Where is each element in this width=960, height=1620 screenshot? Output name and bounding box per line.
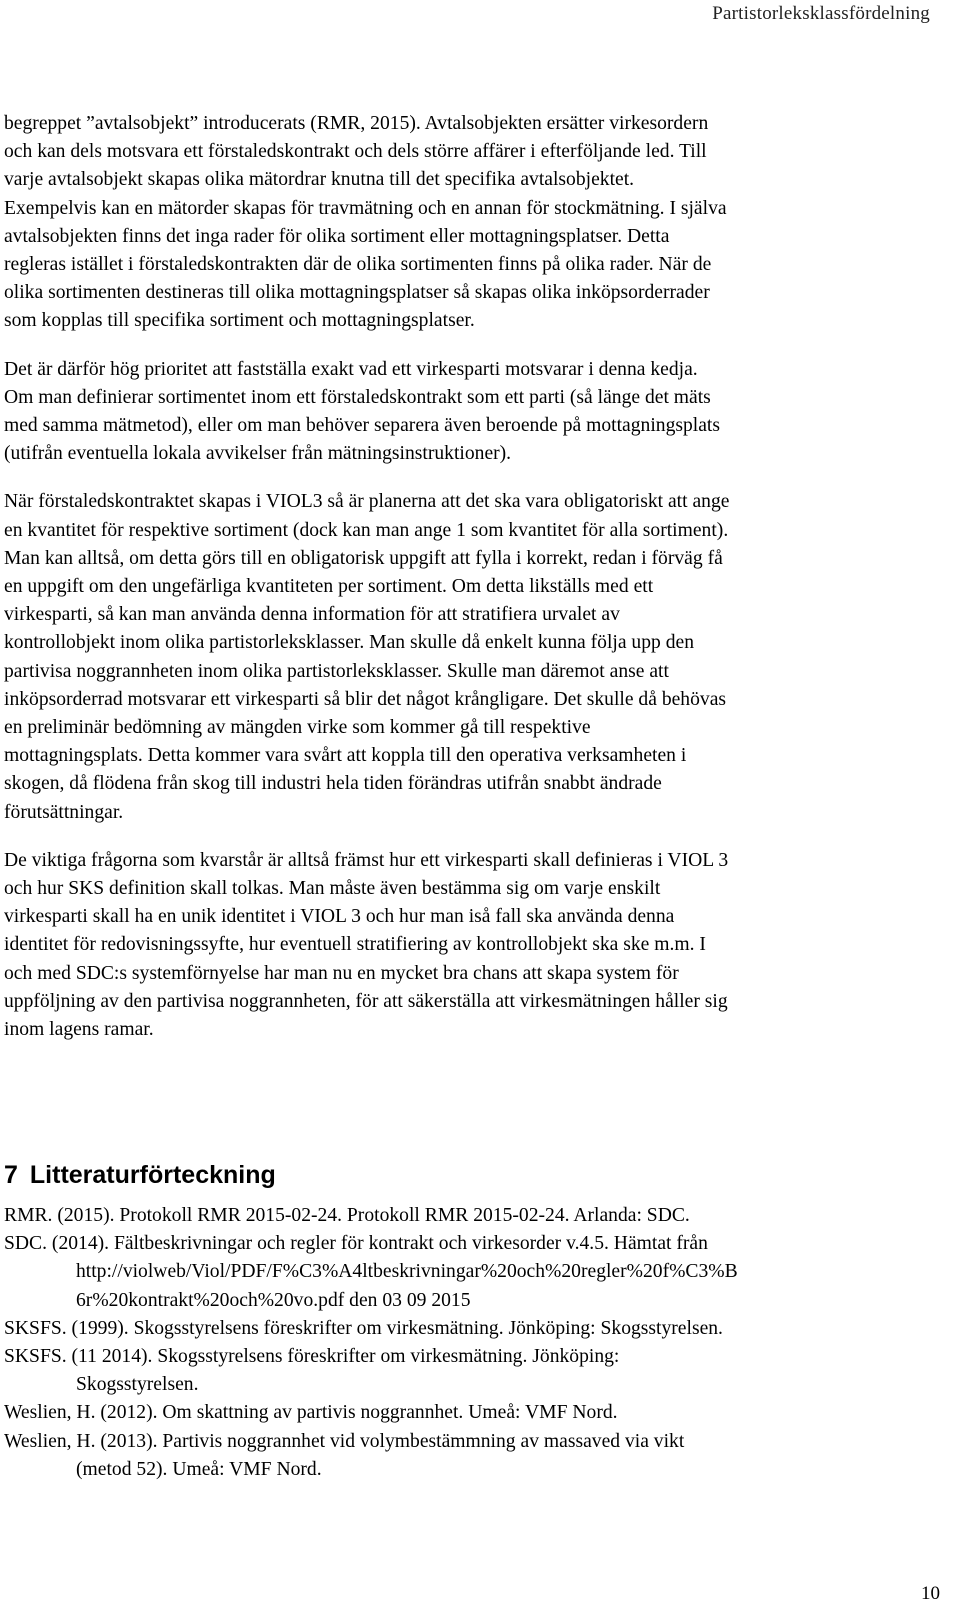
text-line: kontrollobjekt inom olika partistorleksklasser. Man skulle då enkelt kunna följa upp den	[4, 632, 695, 654]
text-line: uppföljning av den partivisa noggrannheten, för att säkerställa att virkesmätningen håller sig	[4, 990, 728, 1012]
reference-url-line: http://violweb/Viol/PDF/F%C3%A4ltbeskrivningar%20och%20regler%20f%C3%B	[76, 1261, 738, 1283]
text-line: olika sortimenten destineras till olika mottagningsplatser så skapas olika inköpsorderrader	[4, 282, 710, 304]
text-line: en kvantitet för respektive sortiment (dock kan man ange 1 som kvantitet för alla sortiment).	[4, 519, 729, 541]
paragraph-fragor	[4, 847, 940, 1044]
text-line: en uppgift om den ungefärliga kvantiteten per sortiment. Om detta likställs med ett	[4, 576, 654, 598]
text-line: och hur SKS definition skall tolkas. Man måste även bestämma sig om varje enskilt	[4, 878, 661, 900]
text-line: avtalsobjekten finns det inga rader för olika sortiment eller mottagningsplatser. Detta	[4, 225, 670, 247]
text-line: regleras istället i förstaledskontrakten där de olika sortimenten finns på olika rader. När de	[4, 254, 712, 276]
paragraph-prioritet	[4, 356, 940, 469]
reference-line: Weslien, H. (2013). Partivis noggrannhet vid volymbestämmning av massaved via vikt	[4, 1430, 685, 1452]
text-line: skogen, då flödena från skog till industri hela tiden förändras utifrån snabbt ändrade	[4, 773, 662, 795]
text-line: begreppet ”avtalsobjekt” introducerats (RMR, 2015). Avtalsobjekten ersätter virkesordern	[4, 113, 709, 134]
reference-line: SDC. (2014). Fältbeskrivningar och regler för kontrakt och virkesorder v.4.5. Hämtat från	[4, 1233, 708, 1255]
text-line: inköpsorderrad motsvarar ett virkesparti så blir det något krångligare. Det skulle då behövas	[4, 688, 727, 710]
paragraph-avtalsobjekt	[4, 110, 940, 336]
text-line: När förstaledskontraktet skapas i VIOL3 så är planerna att det ska vara obligatoriskt att ange	[4, 491, 730, 513]
text-line: De viktiga frågorna som kvarstår är alltså främst hur ett virkesparti skall definieras i VIOL 3	[4, 849, 729, 871]
reference-line: SKSFS. (1999). Skogsstyrelsens föreskrifter om virkesmätning. Jönköping: Skogsstyrelsen.	[4, 1317, 723, 1339]
reference-item	[4, 1315, 944, 1343]
text-line: Exempelvis kan en mätorder skapas för travmätning och en annan för stockmätning. I själva	[4, 197, 727, 219]
reference-list	[4, 1202, 944, 1484]
reference-item	[4, 1399, 944, 1427]
text-line: en preliminär bedömning av mängden virke som kommer gå till respektive	[4, 717, 591, 739]
text-line: Om man definierar sortimentet inom ett förstaledskontrakt som ett parti (så länge det mäts	[4, 386, 711, 408]
reference-item	[4, 1230, 944, 1315]
reference-item	[4, 1343, 944, 1399]
reference-line: Weslien, H. (2012). Om skattning av partivis noggrannhet. Umeå: VMF Nord.	[4, 1402, 618, 1424]
reference-item	[4, 1428, 944, 1484]
text-line: partivisa noggrannheten inom olika partistorleksklasser. Skulle man däremot anse att	[4, 660, 669, 682]
text-line: varje avtalsobjekt skapas olika mätordrar knutna till det specifika avtalsobjektet.	[4, 169, 635, 191]
reference-line: SKSFS. (11 2014). Skogsstyrelsens föreskrifter om virkesmätning. Jönköping:	[4, 1346, 620, 1368]
text-line: förutsättningar.	[4, 801, 124, 823]
page-number: 10	[921, 1583, 940, 1604]
text-line: Man kan alltså, om detta görs till en obligatorisk uppgift att fylla i korrekt, redan i förväg få	[4, 547, 723, 569]
text-line: och kan dels motsvara ett förstaledskontrakt och dels större affärer i efterföljande led. Till	[4, 141, 707, 163]
text-line: som kopplas till specifika sortiment och mottagningsplatser.	[4, 310, 475, 332]
reference-line: RMR. (2015). Protokoll RMR 2015-02-24. Protokoll RMR 2015-02-24. Arlanda: SDC.	[4, 1205, 690, 1226]
reference-line: (metod 52). Umeå: VMF Nord.	[76, 1458, 322, 1480]
running-header-title: Partistorleksklassfördelning	[712, 3, 930, 24]
section-title: Litteraturförteckning	[29, 1161, 276, 1189]
text-line: inom lagens ramar.	[4, 1019, 154, 1041]
reference-line: 6r%20kontrakt%20och%20vo.pdf den 03 09 2015	[76, 1289, 471, 1311]
text-line: (utifrån eventuella lokala avvikelser från mätningsinstruktioner).	[4, 443, 512, 465]
text-line: Det är därför hög prioritet att fastställa exakt vad ett virkesparti motsvarar i denna kedja.	[4, 358, 698, 380]
body-text	[4, 110, 940, 1064]
paragraph-viol3	[4, 488, 940, 826]
text-line: med samma mätmetod), eller om man behöver separera även beroende på mottagningsplats	[4, 415, 721, 437]
text-line: och med SDC:s systemförnyelse har man nu en mycket bra chans att skapa system för	[4, 962, 679, 984]
text-line: virkesparti, så kan man använda denna information för att stratifiera urvalet av	[4, 604, 620, 626]
text-line: virkesparti skall ha en unik identitet i VIOL 3 och hur man iså fall ska använda denna	[4, 906, 675, 928]
text-line: mottagningsplats. Detta kommer vara svårt att koppla till den operativa verksamheten i	[4, 745, 687, 767]
text-line: identitet för redovisningssyfte, hur eventuell stratifiering av kontrollobjekt ska ske m.m. I	[4, 934, 706, 956]
section-number: 7	[4, 1161, 18, 1189]
reference-item	[4, 1202, 944, 1230]
section-heading	[4, 1160, 276, 1190]
reference-line: Skogsstyrelsen.	[76, 1374, 199, 1396]
